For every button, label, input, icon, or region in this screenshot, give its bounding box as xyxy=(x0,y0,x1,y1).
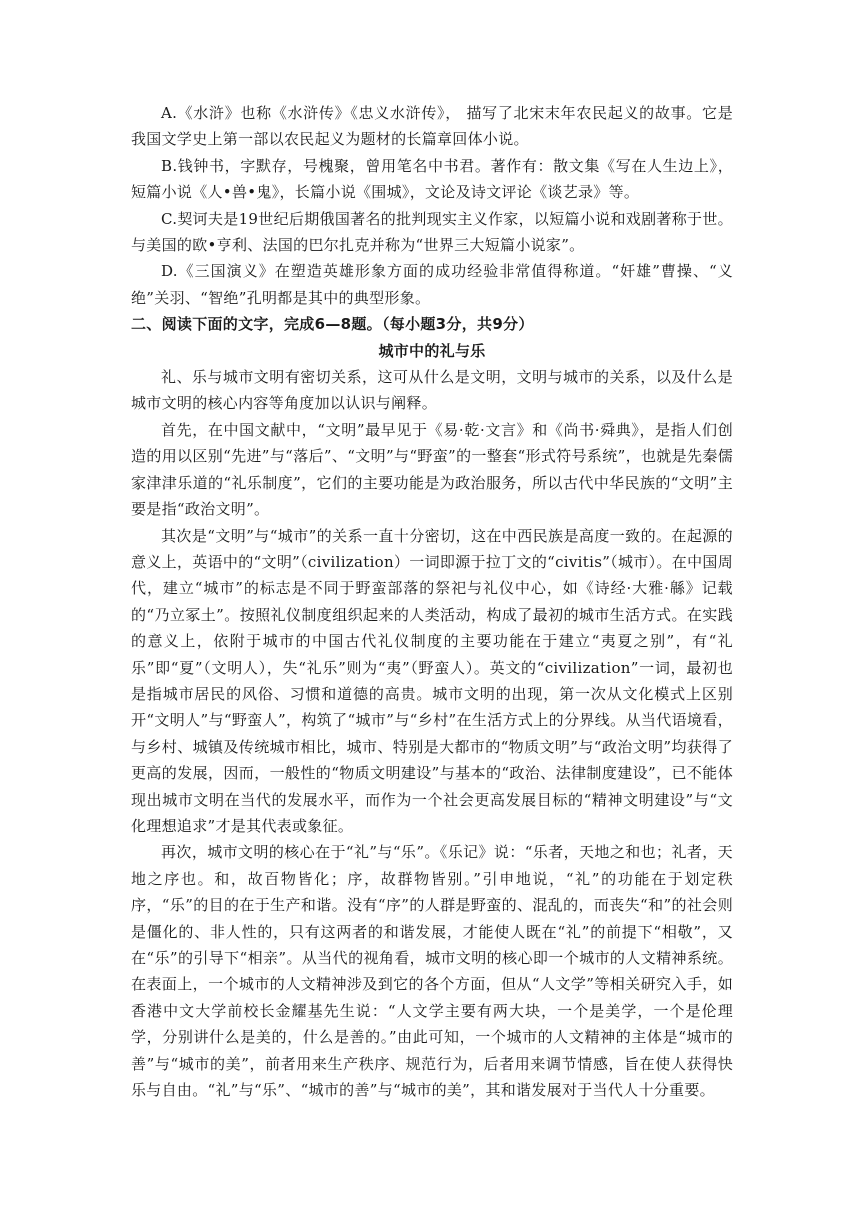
document-page xyxy=(131,100,733,1103)
option-d: D.《三国演义》在塑造英雄形象方面的成功经验非常值得称道。“奸雄”曹操、“义绝”关羽、“智绝”孔明都是其中的典型形象。 xyxy=(131,262,733,307)
section-heading: 二、阅读下面的文字，完成6—8题。（每小题3分，共9分） xyxy=(131,315,534,334)
paragraph-4: 再次，城市文明的核心在于“礼”与“乐”。《乐记》说：“乐者，天地之和也；礼者，天地之序也。和，故百物皆化；序，故群物皆别。”引申地说，“礼”的功能在于划定秩序，“乐”的目的在于生产和谐。没有“序”的人群是野蛮的、混乱的，而丧失“和”的社会则是僵化的、非人性的，只有这两者的和谐发展，才能使人既在“礼”的前提下“相敬”，又在“乐”的引导下“相亲”。从当代的视角看，城市文明的核心即一个城市的人文精神系统。在表面上，一个城市的人文精神涉及到它的各个方面，但从“人文学”等相关研究入手，如香港中文大学前校长金耀基先生说：“人文学主要有两大块，一个是美学，一个是伦理学，分别讲什么是美的，什么是善的。”由此可知，一个城市的人文精神的主体是“城市的善”与“城市的美”，前者用来生产秩序、规范行为，后者用来调节情感，旨在使人获得快乐与自由。“礼”与“乐”、“城市的善”与“城市的美”，其和谐发展对于当代人十分重要。 xyxy=(131,843,733,1100)
option-b: B.钱钟书，字默存，号槐聚，曾用笔名中书君。著作有：散文集《写在人生边上》，短篇小说《人•兽•鬼》，长篇小说《围城》，文论及诗文评论《谈艺录》等。 xyxy=(131,156,733,202)
paragraph-3: 其次是“文明”与“城市”的关系一直十分密切，这在中西民族是高度一致的。在起源的意义上，英语中的“文明”（civilization）一词即源于拉丁文的“civitis”（城市）。在中国周代，建立“城市”的标志是不同于野蛮部落的祭祀与礼仪中心，如《诗经·大雅·緜》记载的“乃立冢土”。按照礼仪制度组织起来的人类活动，构成了最初的城市生活方式。在实践的意义上，依附于城市的中国古代礼仪制度的主要功能在于建立“夷夏之别”，有“礼乐”即“夏”（文明人），失“礼乐”则为“夷”（野蛮人）。英文的“civilization”一词，最初也是指城市居民的风俗、习惯和道德的高贵。城市文明的出现，第一次从文化模式上区别开“文明人”与“野蛮人”，构筑了“城市”与“乡村”在生活方式上的分界线。从当代语境看，与乡村、城镇及传统城市相比，城市、特别是大都市的“物质文明”与“政治文明”均获得了更高的发展，因而，一般性的“物质文明建设”与基本的“政治、法律制度建设”，已不能体现出城市文明在当代的发展水平，而作为一个社会更高发展目标的“精神文明建设”与“文化理想追求”才是其代表或象征。 xyxy=(131,526,733,835)
option-a: A.《水浒》也称《水浒传》《忠义水浒传》， 描写了北宋末年农民起义的故事。它是我国文学史上第一部以农民起义为题材的长篇章回体小说。 xyxy=(131,104,733,149)
option-c: C.契诃夫是19世纪后期俄国著名的批判现实主义作家，以短篇小说和戏剧著称于世。与美国的欧•亨利、法国的巴尔扎克并称为“世界三大短篇小说家”。 xyxy=(131,209,733,255)
paragraph-1: 礼、乐与城市文明有密切关系，这可从什么是文明，文明与城市的关系，以及什么是城市文明的核心内容等角度加以认识与阐释。 xyxy=(131,368,733,413)
article-title: 城市中的礼与乐 xyxy=(378,341,486,360)
paragraph-2: 首先，在中国文献中，“文明”最早见于《易·乾·文言》和《尚书·舜典》，是指人们创造的用以区别“先进”与“落后”、“文明”与“野蛮”的一整套“形式符号系统”，也就是先秦儒家津津乐道的“礼乐制度”，它们的主要功能是为政治服务，所以古代中华民族的“文明”主要是指“政治文明”。 xyxy=(131,420,733,519)
